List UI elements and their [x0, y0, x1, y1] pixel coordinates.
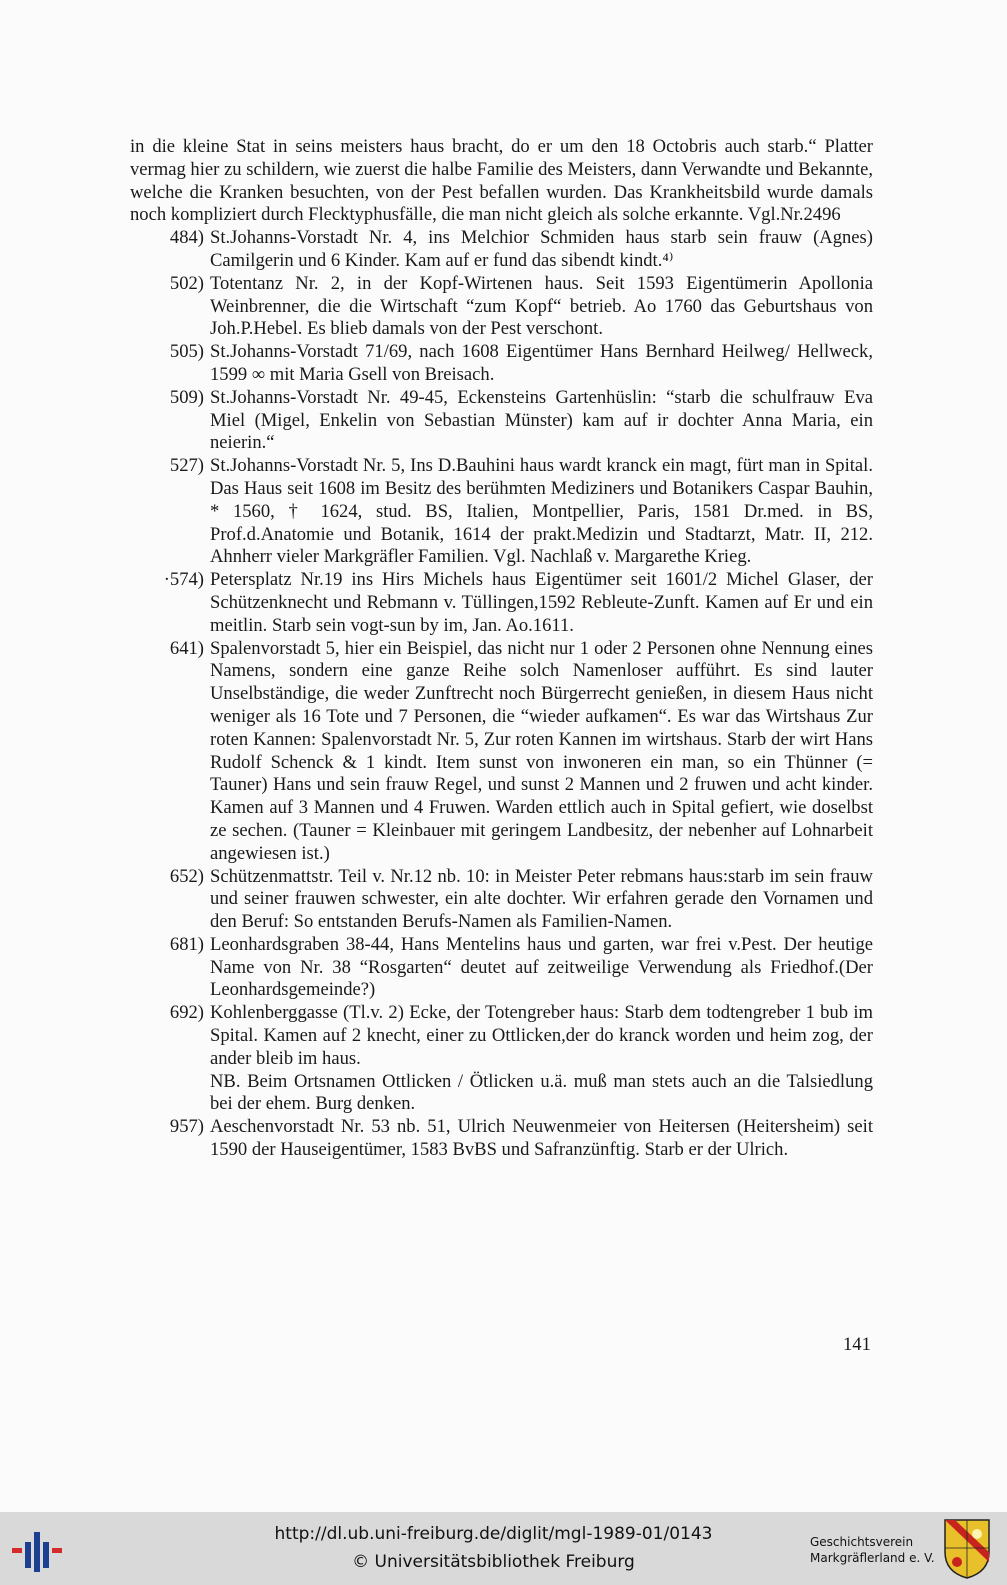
entry-list	[130, 227, 873, 1162]
entry-text: St.Johanns-Vorstadt Nr. 5, Ins D.Bauhini haus wardt kranck ein magt, fürt man in Spital. Das Haus seit 1608 im Besitz des berühmten Mediziners und Botanikers Caspar Bauhin, * 1560, † 1624, stud. BS, Italien, Montpellier, Paris, 1581 Dr.med. in BS, Prof.d.Anatomie und Botanik, 1614 der prakt.Medizin und Stadtarzt, Matr. II, 212. Ahnherr vieler Markgräfler Familien. Vgl. Nachlaß v. Margarethe Krieg.	[210, 455, 873, 568]
entry-number: ·574)	[163, 569, 204, 591]
entry-574	[130, 569, 873, 637]
org-name-line1: Geschichtsverein	[810, 1535, 914, 1549]
entry-text: St.Johanns-Vorstadt Nr. 49-45, Eckensteins Gartenhüslin: “starb die schulfrauw Eva Miel (Migel, Enkelin von Sebastian Münster) kam auf ir dochter Anna Maria, ein neierin.“	[210, 386, 873, 454]
entry-652	[130, 866, 873, 934]
coat-of-arms-icon	[943, 1518, 991, 1580]
entry-502	[130, 273, 873, 341]
footer-copyright: © Universitätsbibliothek Freiburg	[352, 1552, 635, 1572]
entry-527	[130, 455, 873, 569]
entry-text: Petersplatz Nr.19 ins Hirs Michels haus Eigentümer seit 1601/2 Michel Glaser, der Schützenknecht und Rebmann v. Tüllingen,1592 Rebleute-Zunft. Kamen auf Er und ein meitlin. Starb sein vogt-sun by im, Jan. Ao.1611.	[210, 569, 873, 636]
intro-paragraph: in die kleine Stat in seins meisters haus bracht, do er um den 18 Octobris auch starb.“ Platter vermag hier zu schildern, wie zuerst die halbe Familie des Meisters, dann Verwandte und Bekannte, welche die Kranken besuchten, von der Pest befallen wurden. Das Krankheitsbild wurde damals noch kompliziert durch Flecktyphusfälle, die man nicht gleich als solche erkannte. Vgl.Nr.2496	[130, 136, 873, 226]
entry-957	[130, 1116, 873, 1162]
entry-text: Kohlenberggasse (Tl.v. 2) Ecke, der Totengreber haus: Starb dem todtengreber 1 bub im Spital. Kamen auf 2 knecht, einer zu Ottlicken,der do kranck worden und heim zog, der ander bleib im haus.	[210, 1002, 873, 1069]
entry-number: 484)	[169, 227, 204, 249]
entry-text: Spalenvorstadt 5, hier ein Beispiel, das nicht nur 1 oder 2 Personen ohne Nennung eines Namens, sondern eine ganze Reihe solch Namenloser aufführt. Es sind lauter Unselbständige, die weder Zunftrecht noch Bürgerrecht genießen, in diesem Haus nicht weniger als 16 Tote und 7 Personen, die “wieder aufkamen“. Es war das Wirtshaus Zur roten Kannen: Spalenvorstadt Nr. 5, Zur roten Kannen im wirtshaus. Starb der wirt Hans Rudolf Schenck & 1 kindt. Item sunst von inwoneren ein man, so ein Thünner (= Tauner) Hans und sein frauw Regel, und sunst 2 Mannen und 2 fruwen und acht kinder. Kamen auf 3 Mannen und 4 Fruwen. Warden ettlich auch in Spital gefiert, wie doselbst ze sechen. (Tauner = Kleinbauer mit geringem Landbesitz, der nebenher auf Lohnarbeit angewiesen ist.)	[210, 637, 873, 864]
entry-681	[130, 934, 873, 1002]
entry-number: 641)	[169, 637, 204, 659]
entry-number: 681)	[169, 933, 204, 955]
footer-bar	[0, 1512, 1007, 1585]
page-number: 141	[843, 1334, 871, 1355]
entry-text: St.Johanns-Vorstadt Nr. 4, ins Melchior Schmiden haus starb sein frauw (Agnes) Camilgerin und 6 Kinder. Kam auf er fund das sibendt kindt.⁴⁾	[210, 227, 873, 271]
entry-509	[130, 387, 873, 455]
org-name-line2: Markgräflerland e. V.	[810, 1551, 935, 1565]
entry-number: 652)	[169, 865, 204, 887]
entry-505	[130, 341, 873, 387]
entry-text: St.Johanns-Vorstadt 71/69, nach 1608 Eigentümer Hans Bernhard Heilweg/ Hellweck, 1599 ∞ mit Maria Gsell von Breisach.	[210, 341, 873, 385]
entry-number: 509)	[169, 386, 204, 408]
entry-number: 692)	[169, 1002, 204, 1024]
footer-organization	[810, 1534, 935, 1566]
entry-text: Totentanz Nr. 2, in der Kopf-Wirtenen haus. Seit 1593 Eigentümerin Apollonia Weinbrenner, die die Wirtschaft “zum Kopf“ betrieb. Ao 1760 das Geburtshaus von Joh.P.Hebel. Es blieb damals von der Pest verschont.	[210, 272, 873, 340]
entry-484	[130, 227, 873, 273]
entry-number: 957)	[169, 1116, 204, 1138]
entry-number: 505)	[169, 341, 204, 363]
entry-text: Leonhardsgraben 38-44, Hans Mentelins haus und garten, war frei v.Pest. Der heutige Name von Nr. 38 “Rosgarten“ deutet auf zeitweilige Verwendung als Friedhof.(Der Leonhardsgemeinde?)	[210, 933, 873, 1001]
body-text	[130, 136, 873, 1162]
entry-641	[130, 638, 873, 866]
entry-nb-note	[130, 1071, 873, 1117]
entry-text: NB. Beim Ortsnamen Ottlicken / Ötlicken u.ä. muß man stets auch an die Talsiedlung bei der ehem. Burg denken.	[210, 1070, 873, 1115]
entry-text: Aeschenvorstadt Nr. 53 nb. 51, Ulrich Neuwenmeier von Heitersen (Heitersheim) seit 1590 der Hauseigentümer, 1583 BvBS und Safranzünftig. Starb er der Ulrich.	[210, 1116, 873, 1161]
entry-number: 502)	[169, 272, 204, 294]
footer-url[interactable]: http://dl.ub.uni-freiburg.de/diglit/mgl-1989-01/0143	[274, 1524, 713, 1544]
entry-text: Schützenmattstr. Teil v. Nr.12 nb. 10: in Meister Peter rebmans haus:starb im sein frauw und seiner frauwen schwester, ein alte dochter. Wir erfahren gerade den Vornamen und den Beruf: So entstanden Berufs-Namen als Familien-Namen.	[210, 865, 873, 933]
entry-692	[130, 1002, 873, 1070]
entry-number: 527)	[169, 455, 204, 477]
